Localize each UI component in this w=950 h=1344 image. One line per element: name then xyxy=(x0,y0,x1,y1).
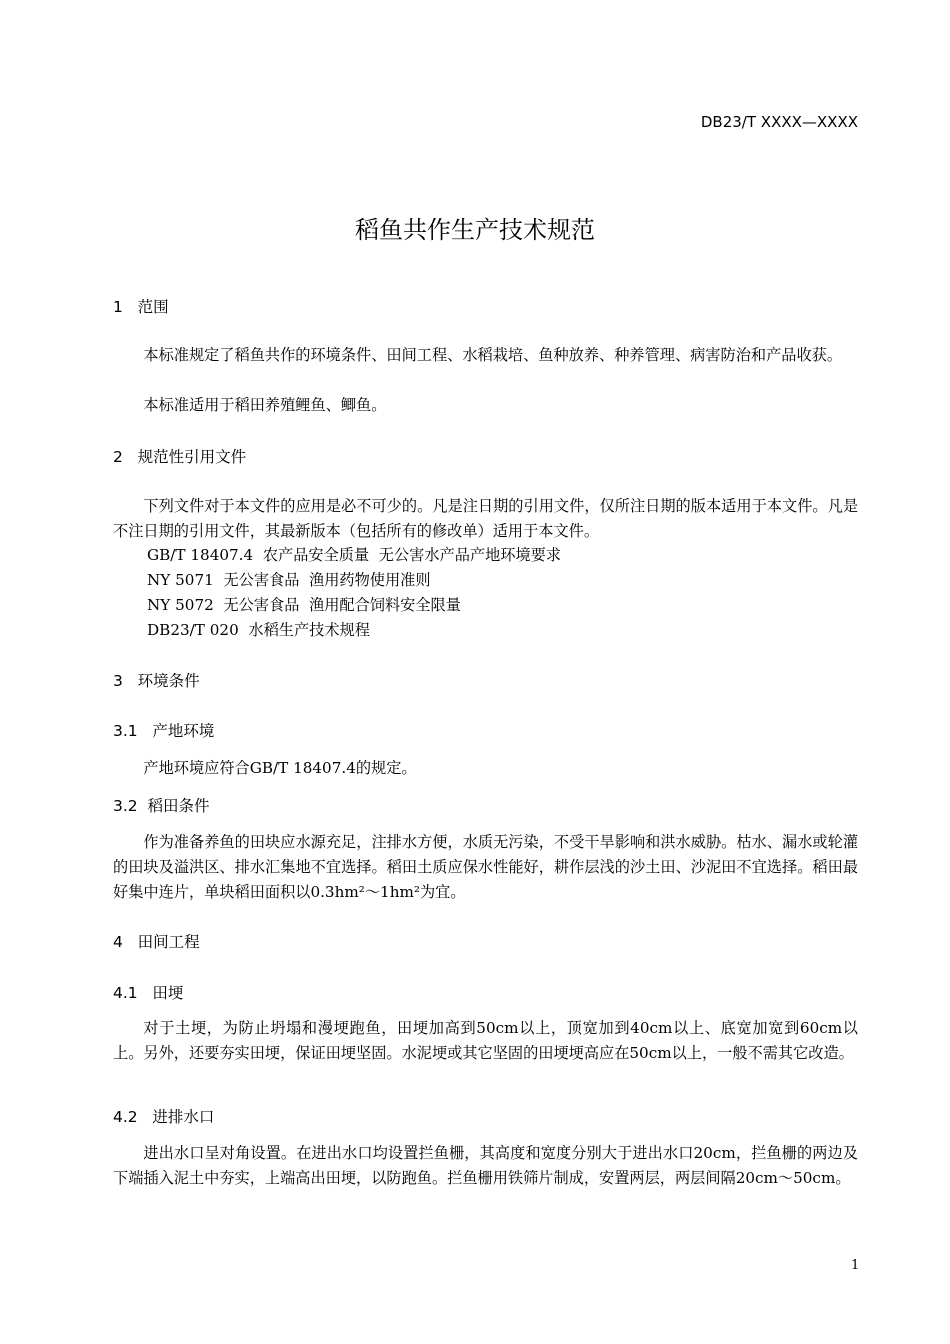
section-heading-4-1: 4.1 田埂 xyxy=(113,984,184,1002)
document-number: DB23/T XXXX—XXXX xyxy=(700,113,858,131)
section-heading-1: 1 范围 xyxy=(113,298,169,316)
paragraph: 进出水口呈对角设置。在进出水口均设置拦鱼栅，其高度和宽度分别大于进出水口20cm，拦鱼栅的两边及下端插入泥土中夯实，上端高出田埂，以防跑鱼。拦鱼栅用铁筛片制成，安置两层，两层间隔20cm～50cm。 xyxy=(113,1144,858,1187)
section-heading-3: 3 环境条件 xyxy=(113,672,200,690)
paragraph: 作为准备养鱼的田块应水源充足，注排水方便，水质无污染，不受干旱影响和洪水威胁。枯水、漏水或轮灌的田块及溢洪区、排水汇集地不宜选择。稻田土质应保水性能好，耕作层浅的沙土田、沙泥田不宜选择。稻田最好集中连片，单块稻田面积以0.3hm²～1hm²为宜。 xyxy=(113,833,858,901)
section-heading-3-1: 3.1 产地环境 xyxy=(113,722,215,740)
paragraph: 对于土埂，为防止坍塌和漫埂跑鱼，田埂加高到50cm以上，顶宽加到40cm以上、底宽加宽到60cm以上。另外，还要夯实田埂，保证田埂坚固。水泥埂或其它坚固的田埂埂高应在50cm以上，一般不需其它改造。 xyxy=(113,1019,858,1062)
paragraph: 下列文件对于本文件的应用是必不可少的。凡是注日期的引用文件，仅所注日期的版本适用于本文件。凡是不注日期的引用文件，其最新版本（包括所有的修改单）适用于本文件。 xyxy=(113,497,858,540)
section-heading-4: 4 田间工程 xyxy=(113,933,200,951)
paragraph: 本标准适用于稻田养殖鲤鱼、鲫鱼。 xyxy=(143,396,387,414)
paragraph: 本标准规定了稻鱼共作的环境条件、田间工程、水稻栽培、鱼种放养、种养管理、病害防治和产品收获。 xyxy=(143,346,843,364)
section-heading-3-2: 3.2 稻田条件 xyxy=(113,797,210,815)
section-heading-2: 2 规范性引用文件 xyxy=(113,448,247,466)
section-heading-4-2: 4.2 进排水口 xyxy=(113,1108,215,1126)
reference-item: GB/T 18407.4 农产品安全质量 无公害水产品产地环境要求 xyxy=(147,546,562,564)
reference-item: NY 5071 无公害食品 渔用药物使用准则 xyxy=(147,571,431,589)
reference-item: NY 5072 无公害食品 渔用配合饲料安全限量 xyxy=(147,596,461,614)
reference-item: DB23/T 020 水稻生产技术规程 xyxy=(147,621,370,639)
page-number: 1 xyxy=(851,1258,860,1273)
document-title: 稻鱼共作生产技术规范 xyxy=(355,216,595,244)
paragraph: 产地环境应符合GB/T 18407.4的规定。 xyxy=(143,759,417,777)
